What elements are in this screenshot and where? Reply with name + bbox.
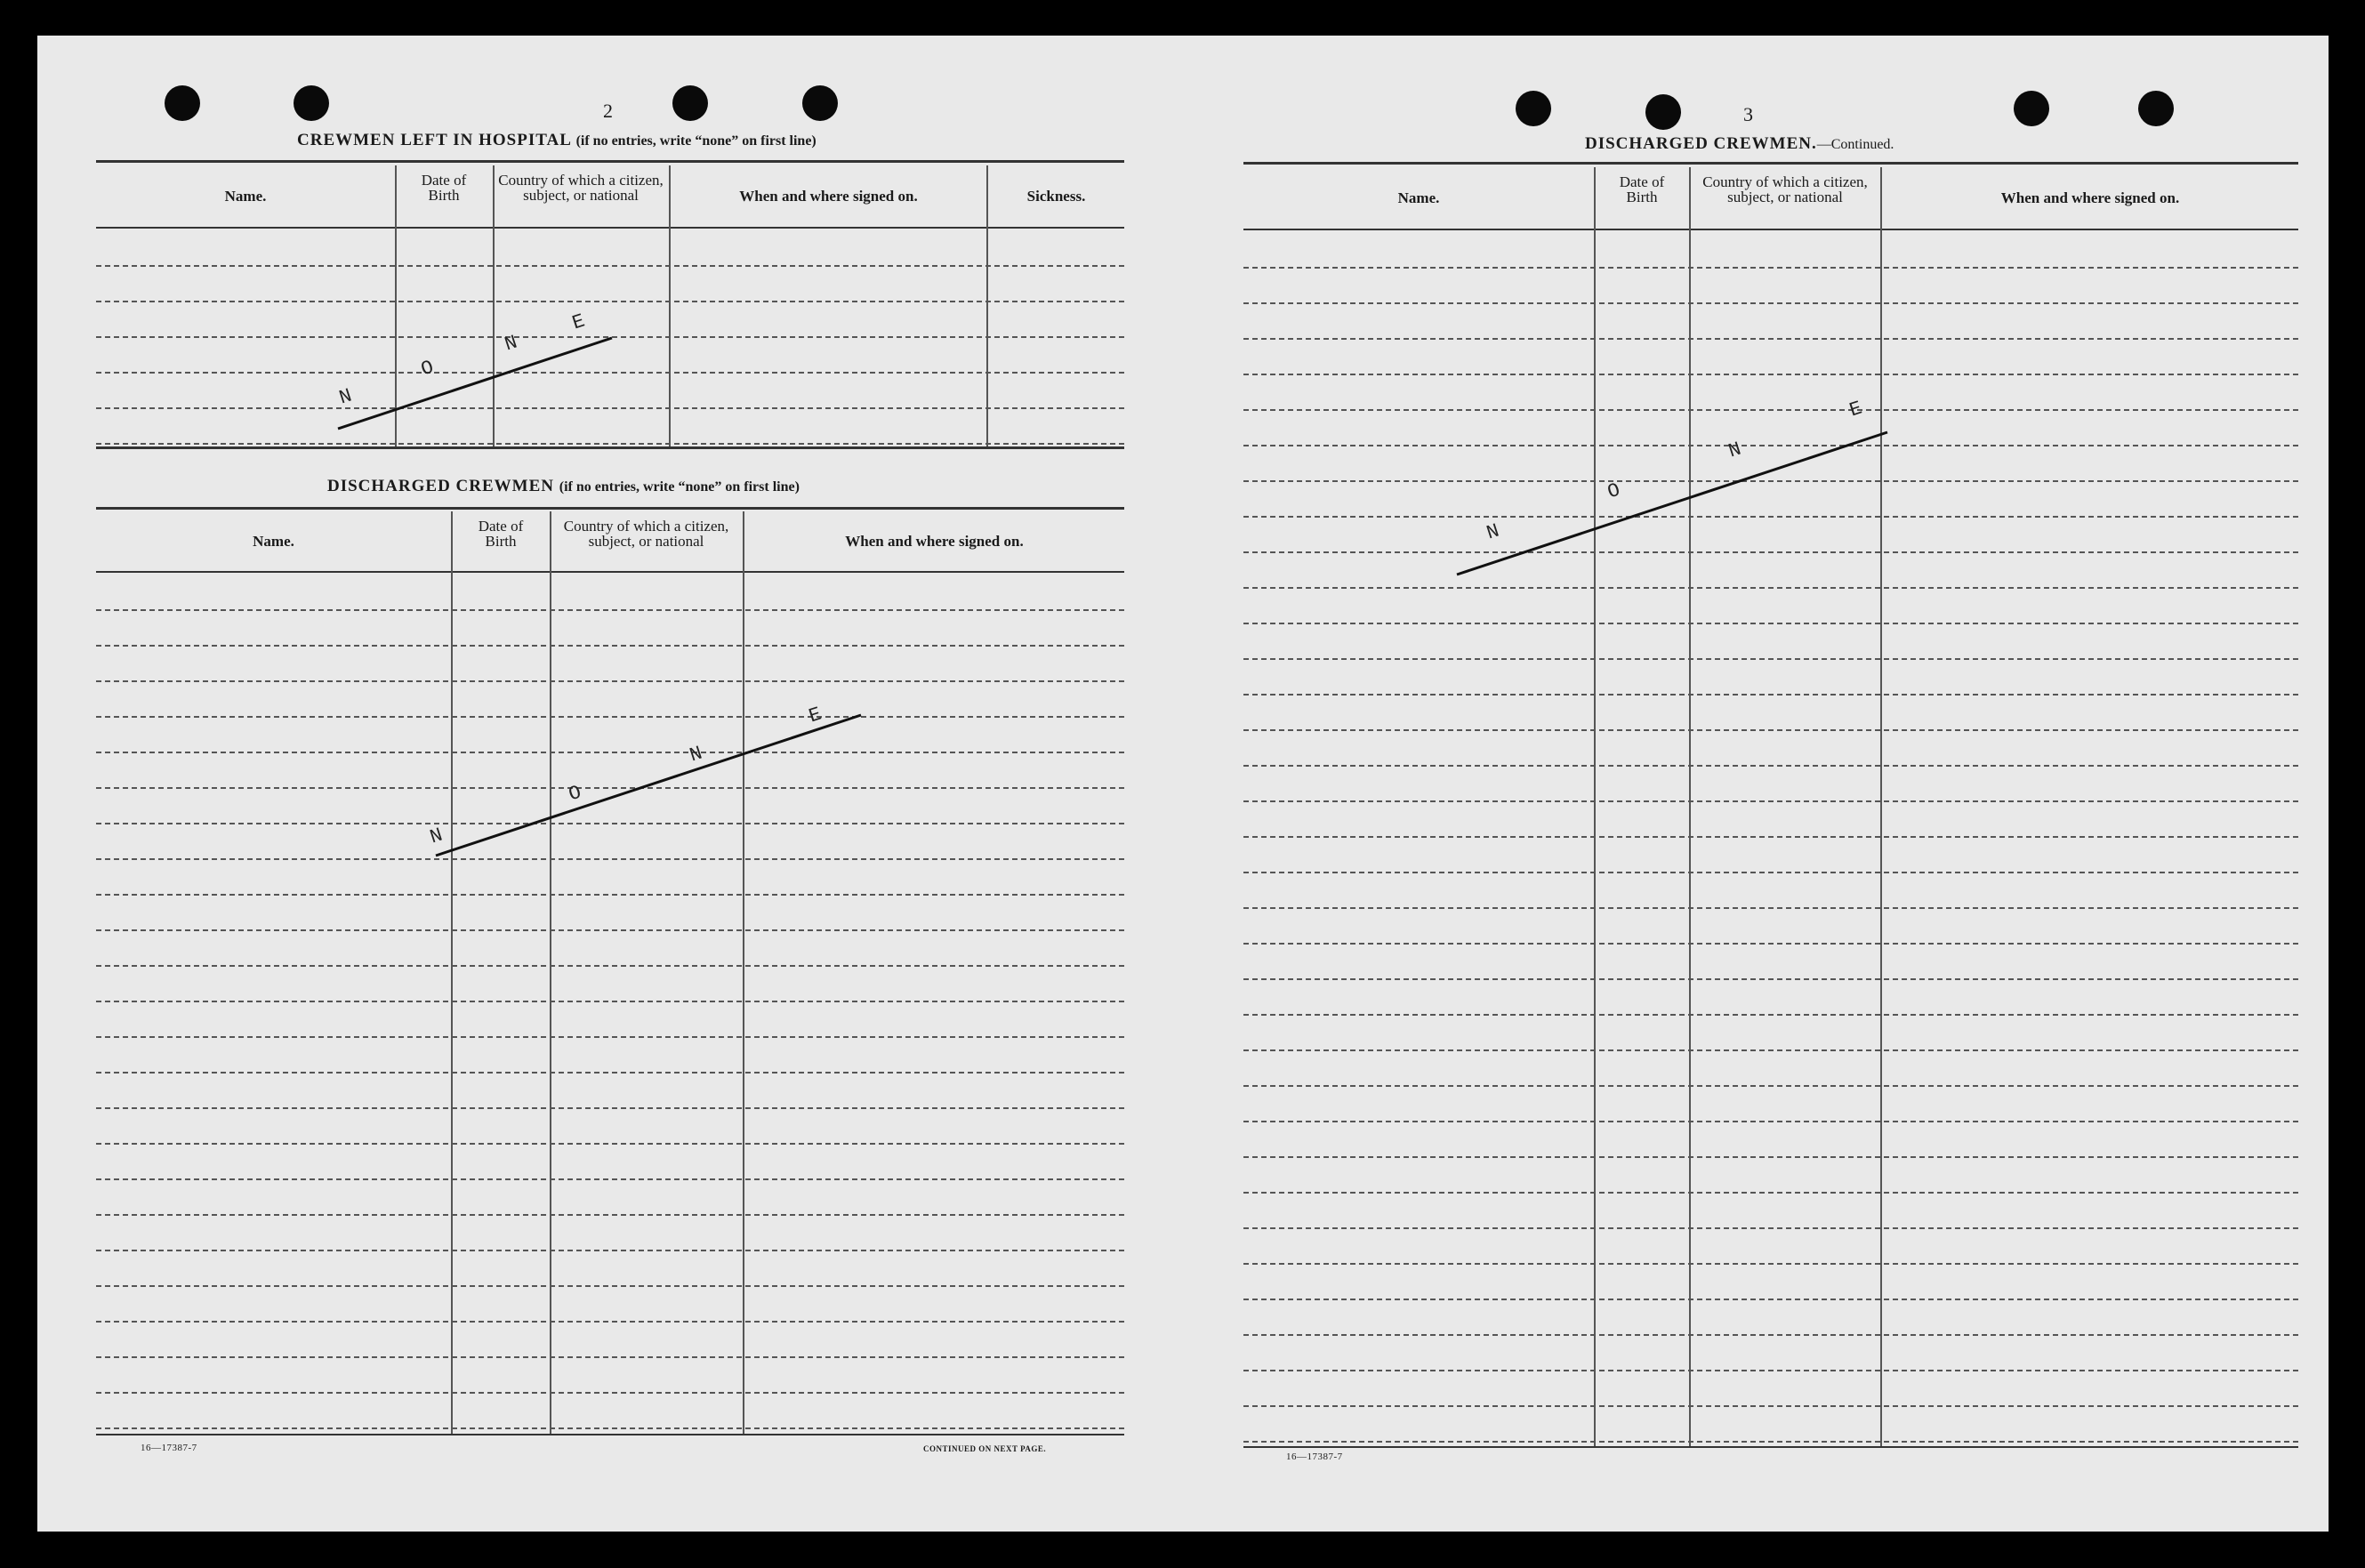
right-bottom-rule [1243,1446,2298,1448]
hospital-header-sickness: Sickness. [1026,188,1086,205]
ruled-line [1243,872,2298,873]
ruled-line [1243,1299,2298,1300]
discharged-title-text: DISCHARGED CREWMEN [327,477,554,495]
ruled-line [1243,694,2298,696]
discharged-stamp-letter: O [566,781,584,807]
ruled-line [96,929,1124,931]
ruled-line [96,1285,1124,1287]
ruled-line [96,965,1124,967]
hospital-header-country: Country of which a citizen, subject, or national [498,172,664,204]
ruled-line [1243,800,2298,802]
hospital-stamp-letter: N [502,331,520,357]
hospital-title-note: (if no entries, write “none” on first line) [575,133,816,149]
hospital-stamp-letter: N [336,384,355,410]
right-stamp-letter: O [1605,478,1623,504]
ruled-line [1243,1014,2298,1016]
ruled-line [1243,1121,2298,1122]
hospital-stamp-letter: E [569,310,588,335]
ruled-line [96,1214,1124,1216]
ruled-line [1243,1263,2298,1265]
hospital-title-text: CREWMEN LEFT IN HOSPITAL [297,131,571,149]
hospital-header-dob: Date of Birth [421,172,467,204]
ruled-line [1243,1441,2298,1443]
discharged-bottom-rule [96,1434,1124,1435]
ruled-line [1243,765,2298,767]
ruled-line [1243,658,2298,660]
right-title-text: DISCHARGED CREWMEN. [1585,134,1817,153]
ruled-line [1243,1156,2298,1158]
left-footer-code: 16—17387-7 [141,1443,197,1453]
document-sheet [37,36,2329,1532]
ruled-line [1243,836,2298,838]
right-title-note: —Continued. [1816,137,1894,152]
ruled-line [96,1178,1124,1180]
ruled-line [1243,1370,2298,1371]
discharged-header-signed-on: When and where signed on. [845,533,1024,550]
right-header-name: Name. [1397,189,1440,206]
ruled-line [1243,943,2298,945]
ruled-line [96,1321,1124,1323]
right-stamp-letter: E [1846,397,1865,422]
left-page-number: 2 [603,100,613,122]
right-header-dob: Date of Birth [1619,173,1665,205]
discharged-header-dob: Date of Birth [478,518,524,550]
ruled-line [1243,1049,2298,1051]
ruled-line [1243,1405,2298,1407]
right-stamp-letter: N [1484,519,1502,545]
ruled-line [96,1392,1124,1394]
right-page-number: 3 [1743,103,1753,125]
discharged-header-name: Name. [253,533,294,550]
ruled-line [96,1250,1124,1251]
left-footer-continued: CONTINUED ON NEXT PAGE. [923,1444,1047,1453]
ruled-line [96,1427,1124,1429]
ruled-line [1243,729,2298,731]
hospital-header-name: Name. [224,188,267,205]
discharged-stamp-letter: N [427,824,446,849]
ruled-line [96,1072,1124,1073]
ruled-line [1243,978,2298,980]
right-footer-code: 16—17387-7 [1286,1451,1343,1462]
right-stamp-letter: N [1725,438,1744,463]
ruled-line [1243,907,2298,909]
ruled-line [1243,1192,2298,1194]
hospital-header-signed-on: When and where signed on. [739,188,918,205]
discharged-title-note: (if no entries, write “none” on first line) [559,479,800,495]
discharged-stamp-letter: N [687,742,705,768]
right-none-stamp-line [37,36,2350,658]
discharged-header-country: Country of which a citizen, subject, or national [563,518,729,550]
right-header-signed-on: When and where signed on. [2000,189,2180,206]
ruled-line [96,1356,1124,1358]
hospital-stamp-letter: O [418,356,437,382]
ruled-line [1243,1085,2298,1087]
ruled-line [96,1036,1124,1038]
right-header-country: Country of which a citizen, subject, or national [1702,173,1868,205]
discharged-stamp-letter: E [806,703,825,728]
ruled-line [96,1143,1124,1145]
ruled-line [96,1001,1124,1002]
ruled-line [1243,1227,2298,1229]
ruled-line [1243,1334,2298,1336]
ruled-line [96,1107,1124,1109]
